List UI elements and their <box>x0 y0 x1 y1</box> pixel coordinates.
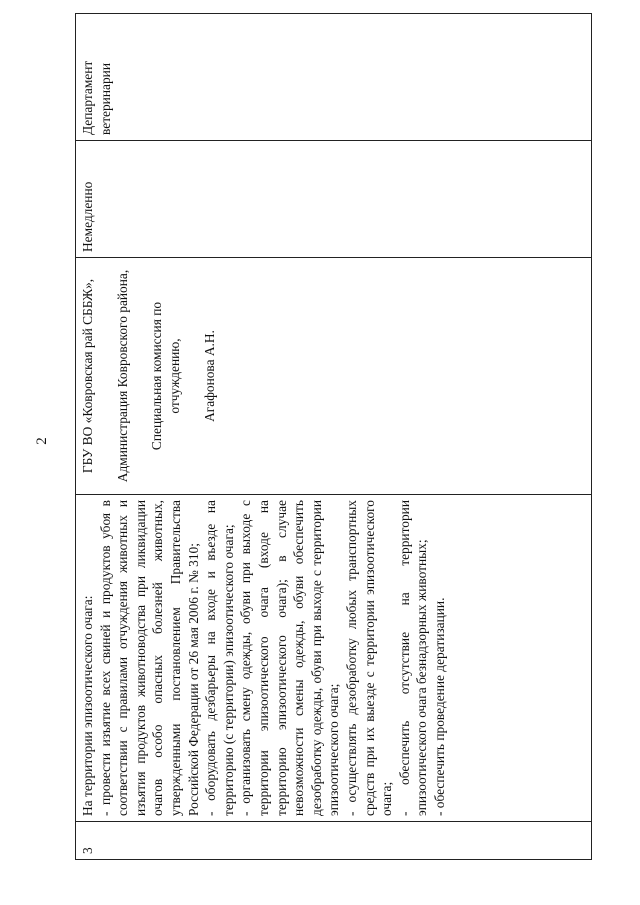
action-item: - обеспечить проведение дератизации. <box>431 597 447 816</box>
action-cell <box>76 495 592 822</box>
responsible-cell: Департамент ветеринарии <box>76 14 592 141</box>
action-item: - организовать смену одежды, обуви при выходе с территории эпизоотического очага (входе на территорию эпизоотического очага); в случае невозможности смены одежды, обуви обеспечить дезобработку одежды, обуви при выходе с территории эпизоотического очага; <box>238 500 342 816</box>
executors-cell <box>76 258 592 495</box>
executor-administration: Администрация Ковровского района, <box>114 269 130 483</box>
action-item: - провести изъятие всех свиней и продуктов убоя в соответствии с правилами отчуждения животных и изъятия продуктов животноводства при ликвидации очагов особо опасных болезней животных, утвержденными постановлением Правительства Российской Федерации от 26 мая 2006 г. № 310; <box>97 500 201 816</box>
row-number: 3 <box>76 822 592 860</box>
executor-commission: Специальная комиссия по отчуждению, <box>149 301 182 451</box>
action-item: - оборудовать дезбарьеры на входе и въезде на территорию (с территории) эпизоотического очага; <box>203 500 236 816</box>
page-number: 2 <box>33 437 50 445</box>
executor-person: Агафонова А.Н. <box>202 330 218 422</box>
action-title: На территории эпизоотического очага: <box>80 595 95 816</box>
rotated-table-wrapper <box>75 40 592 860</box>
executor-sbbzh: ГБУ ВО «Ковровская рай СББЖ», <box>80 278 95 474</box>
term-cell: Немедленно <box>76 141 592 258</box>
measures-table <box>75 13 592 860</box>
table-row <box>76 14 592 860</box>
action-item: - обеспечить отсутствие на территории эпизоотического очага безнадзорных животных; <box>396 500 430 816</box>
action-item: - осуществлять дезобработку любых транспортных средств при их выезде с территории эпизоотического очага; <box>343 500 395 816</box>
